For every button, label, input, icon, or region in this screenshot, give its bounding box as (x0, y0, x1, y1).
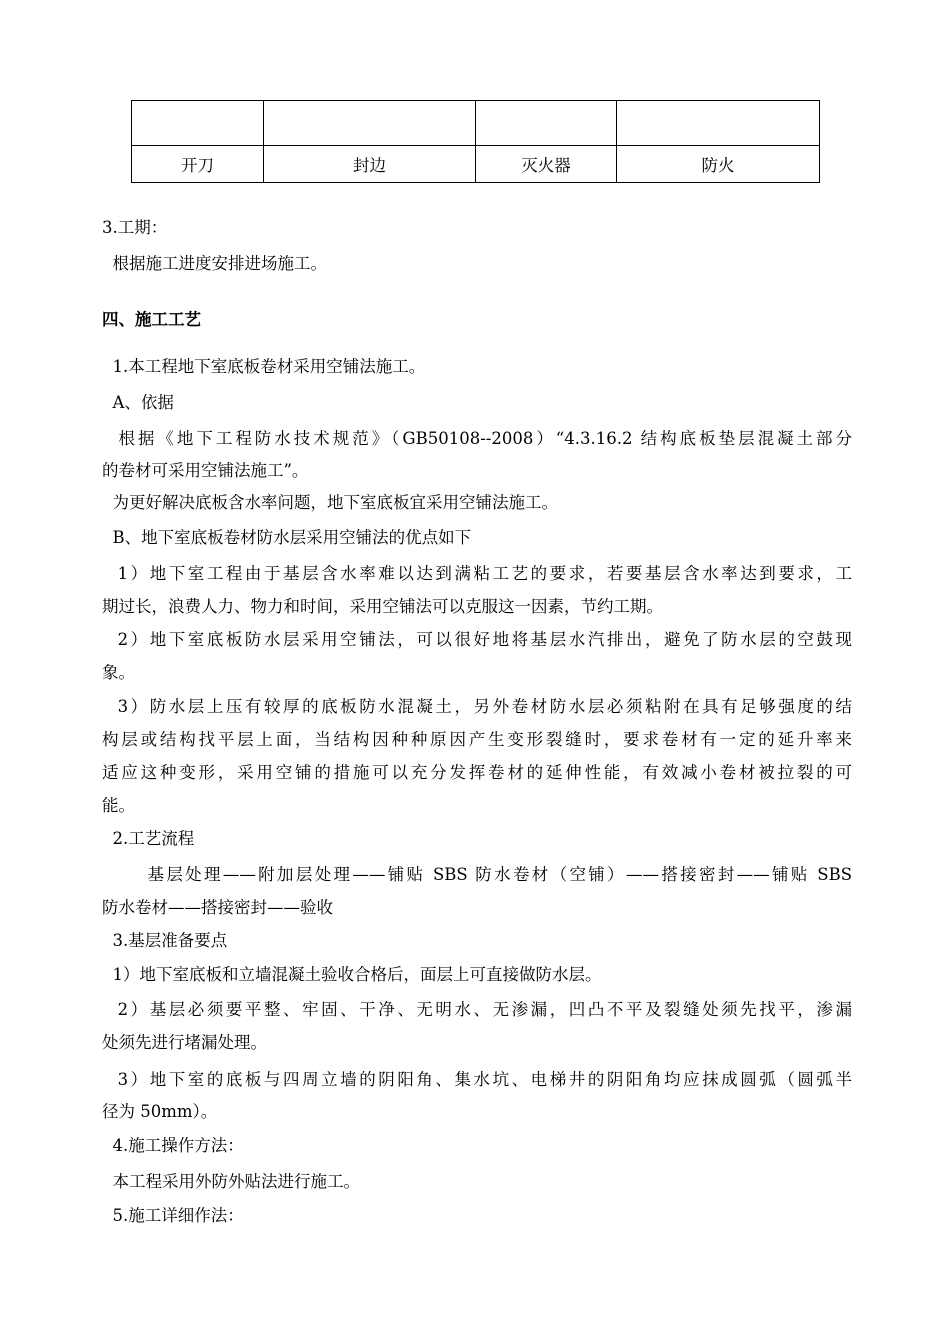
text-line: 2.工艺流程 (102, 829, 195, 848)
text-line: 1）地下室底板和立墙混凝土验收合格后，面层上可直接做防水层。 (102, 965, 602, 984)
table-cell (617, 101, 820, 146)
table-cell: 防火 (617, 146, 820, 183)
text-line: 构层或结构找平层上面，当结构因种种原因产生变形裂缝时，要求卷材有一定的延升率来 (102, 730, 852, 749)
text-line: 根据《地下工程防水技术规范》（GB50108--2008）“4.3.16.2 结构底板垫层混凝土部分 (102, 429, 852, 448)
text-line: 2）地下室底板防水层采用空铺法，可以很好地将基层水汽排出，避免了防水层的空鼓现 (102, 630, 852, 649)
section-heading: 四、施工工艺 (102, 310, 201, 329)
table-row (132, 101, 820, 146)
text-line: 3.基层准备要点 (102, 931, 228, 950)
text-line: 径为 50mm）。 (102, 1102, 218, 1121)
table-row (132, 146, 820, 183)
text-line: 本工程采用外防外贴法进行施工。 (102, 1172, 360, 1191)
text-line: 的卷材可采用空铺法施工”。 (102, 461, 309, 480)
text-line: 能。 (102, 796, 135, 815)
text-line: 3.工期： (102, 218, 168, 237)
text-line: A、依据 (102, 393, 174, 412)
text-line: 2）基层必须要平整、牢固、干净、无明水、无渗漏，凹凸不平及裂缝处须先找平，渗漏 (102, 1000, 852, 1019)
text-line: 防水卷材——搭接密封——验收 (102, 898, 333, 917)
text-line: 3）防水层上压有较厚的底板防水混凝土，另外卷材防水层必须粘附在具有足够强度的结 (102, 697, 852, 716)
text-line: 适应这种变形，采用空铺的措施可以充分发挥卷材的延伸性能，有效减小卷材被拉裂的可 (102, 763, 852, 782)
text-line: 1）地下室工程由于基层含水率难以达到满粘工艺的要求，若要基层含水率达到要求，工 (102, 564, 852, 583)
text-line: 1.本工程地下室底板卷材采用空铺法施工。 (102, 357, 426, 376)
table-cell: 开刀 (132, 146, 264, 183)
table-cell (476, 101, 617, 146)
text-line: 5.施工详细作法： (102, 1206, 244, 1225)
table-cell (264, 101, 476, 146)
text-line: 3）地下室的底板与四周立墙的阴阳角、集水坑、电梯井的阴阳角均应抹成圆弧（圆弧半 (102, 1070, 852, 1089)
text-line: 基层处理——附加层处理——铺贴 SBS 防水卷材（空铺）——搭接密封——铺贴 SBS (102, 865, 852, 884)
table-cell (132, 101, 264, 146)
text-line: 象。 (102, 663, 135, 682)
text-line: 根据施工进度安排进场施工。 (102, 254, 327, 273)
equipment-table (131, 100, 820, 183)
text-line: 为更好解决底板含水率问题，地下室底板宜采用空铺法施工。 (102, 493, 558, 512)
text-line: 4.施工操作方法： (102, 1136, 244, 1155)
text-line: 处须先进行堵漏处理。 (102, 1033, 267, 1052)
table-cell: 灭火器 (476, 146, 617, 183)
text-line: B、地下室底板卷材防水层采用空铺法的优点如下 (102, 528, 472, 547)
table-cell: 封边 (264, 146, 476, 183)
text-line: 期过长，浪费人力、物力和时间，采用空铺法可以克服这一因素，节约工期。 (102, 597, 663, 616)
